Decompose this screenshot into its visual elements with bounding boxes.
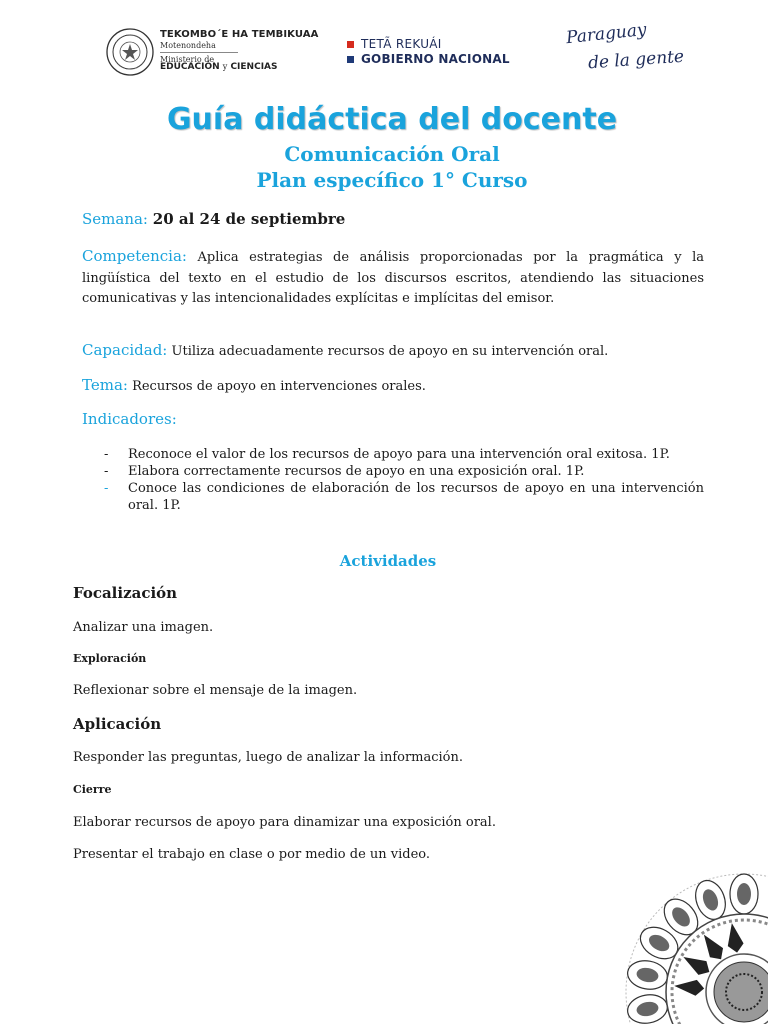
mec-subtitle: Motenondeha — [160, 41, 216, 50]
competencia-paragraph — [82, 246, 704, 310]
dash-bullet: - — [104, 447, 109, 462]
mec-ministry: Ministerio de — [160, 55, 215, 64]
document-title: Guía didáctica del docente — [166, 102, 618, 137]
document-subtitle-1: Comunicación Oral — [284, 142, 500, 166]
dash-bullet: - — [104, 464, 109, 479]
cierre-text-2: Presentar el trabajo en clase o por medio de un video. — [73, 847, 431, 862]
cierre-heading: Cierre — [73, 783, 112, 796]
aplicacion-text: Responder las preguntas, luego de analizar la información. — [73, 750, 464, 765]
exploracion-text: Reflexionar sobre el mensaje de la imagen. — [73, 683, 358, 698]
capacidad-row — [82, 341, 704, 359]
list-item — [104, 480, 704, 514]
competencia-text: Aplica estrategias de análisis proporcionadas por la pragmática y la lingüística del texto en el estudio de los discursos escritos, atendiendo las situaciones comunicativas y las intencionalidades explícitas e implícitas del emisor. — [82, 250, 704, 306]
national-seal-logo — [106, 28, 154, 76]
indicadores-list — [104, 446, 704, 514]
document-subtitle-2: Plan específico 1° Curso — [256, 168, 528, 192]
list-item — [104, 446, 704, 463]
semana-value: 20 al 24 de septiembre — [152, 210, 346, 228]
focalizacion-heading: Focalización — [73, 584, 178, 602]
semana-label: Semana: — [82, 210, 148, 228]
cierre-text-1: Elaborar recursos de apoyo para dinamizar una exposición oral. — [73, 815, 496, 830]
gov-blue-square — [347, 56, 354, 63]
gov-red-square — [347, 41, 354, 48]
gov-line1: TETÃ REKUÁI — [361, 37, 442, 51]
indicadores-label: Indicadores: — [82, 410, 177, 428]
gov-line2: GOBIERNO NACIONAL — [361, 52, 510, 66]
indicador-text: Reconoce el valor de los recursos de apoyo para una intervención oral exitosa. 1P. — [128, 447, 670, 462]
capacidad-label: Capacidad: — [82, 341, 168, 359]
mec-title: TEKOMBO´E HA TEMBIKUAA — [160, 29, 319, 40]
tema-label: Tema: — [82, 376, 128, 394]
list-item — [104, 463, 704, 480]
indicador-text: Conoce las condiciones de elaboración de los recursos de apoyo en una intervención oral. 1P. — [128, 481, 704, 513]
aplicacion-heading: Aplicación — [73, 715, 162, 733]
semana-row — [82, 210, 704, 228]
mec-edu-line — [160, 62, 278, 72]
indicador-text: Elabora correctamente recursos de apoyo en una exposición oral. 1P. — [128, 464, 585, 479]
mec-y: y — [222, 62, 228, 71]
exploracion-heading: Exploración — [73, 652, 147, 665]
dash-bullet: - — [104, 481, 109, 496]
mec-ciencias: CIENCIAS — [230, 62, 278, 72]
tema-row — [82, 376, 704, 394]
competencia-label: Competencia: — [82, 247, 187, 265]
actividades-heading: Actividades — [339, 552, 437, 570]
tema-text: Recursos de apoyo en intervenciones orales. — [132, 379, 426, 394]
mec-edu: EDUCACIÓN — [160, 62, 220, 72]
brand-line2: de la gente — [587, 46, 685, 74]
focalizacion-text: Analizar una imagen. — [73, 620, 214, 635]
capacidad-text: Utiliza adecuadamente recursos de apoyo en su intervención oral. — [171, 344, 609, 359]
mandala-ornament — [622, 866, 768, 1024]
mec-divider — [160, 52, 238, 53]
brand-line1: Paraguay — [565, 19, 648, 49]
